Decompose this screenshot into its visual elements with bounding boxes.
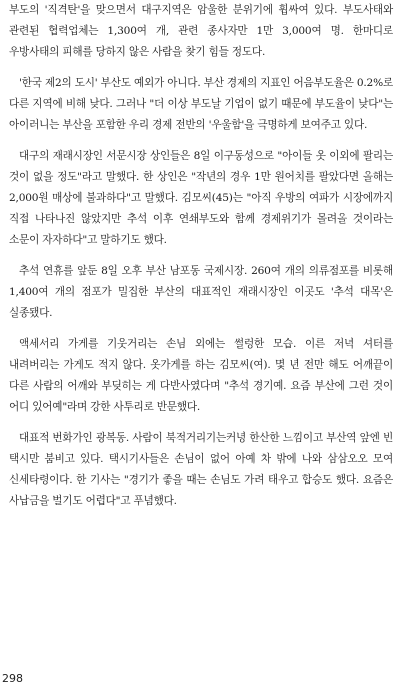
page-number: 298 <box>2 672 23 685</box>
paragraph-1: 부도의 '직격탄'을 맞으면서 대구지역은 암울한 분위기에 휩싸여 있다. 부도사태와 관련된 협력업체는 1,300여 개, 관련 종사자만 1만 3,000여 명. 한마디로 우방사태의 피해를 당하지 않은 사람을 찾기 힘들 정도다. <box>9 4 393 58</box>
paragraph-2: '한국 제2의 도시' 부산도 예외가 아니다. 부산 경제의 지표인 어음부도율은 0.2%로 다른 지역에 비해 낮다. 그러나 "더 이상 부도날 기업이 없기 때문에 부도율이 낮다"는 아이러니는 부산을 포함한 우리 경제 전반의 '우울함'을 극명하게 보여주고 있다. <box>9 77 393 131</box>
paragraph-6: 대표적 번화가인 광복동. 사람이 북적거리기는커녕 한산한 느낌이고 부산역 앞엔 빈 택시만 붐비고 있다. 택시기사들은 손님이 없어 아예 차 밖에 나와 삼삼오오 모여 신세타령이다. 한 기사는 "경기가 좋을 때는 손님도 가려 태우고 합승도 했다. 요즘은 사납금을 벌기도 어렵다"고 푸념했다. <box>9 432 393 507</box>
body-text <box>9 0 393 522</box>
paragraph-4: 추석 연휴를 앞둔 8일 오후 부산 남포동 국제시장. 260여 개의 의류점포를 비롯해 1,400여 개의 점포가 밀집한 부산의 대표적인 재래시장인 이곳도 '추석 대목'은 실종됐다. <box>9 265 393 319</box>
paragraph-3: 대구의 재래시장인 서문시장 상인들은 8일 이구동성으로 "아이들 옷 이외에 팔리는 것이 없을 정도"라고 말했다. 한 상인은 "작년의 경우 1만 원어치를 팔았다면 올해는 2,000원 매상에 불과하다"고 말했다. 김모씨(45)는 "아직 우방의 여파가 시장에까지 직접 나타나진 않았지만 추석 이후 연쇄부도와 함께 경제위기가 몰려올 것이라는 소문이 자자하다"고 말하기도 했다. <box>9 150 393 246</box>
paragraph-5: 액세서리 가게를 기웃거리는 손님 외에는 썰렁한 모습. 이른 저녁 셔터를 내려버리는 가게도 적지 않다. 옷가게를 하는 김모씨(여). 몇 년 전만 해도 어깨끝이 다른 사람의 어깨와 부딪히는 게 다반사였다며 "추석 경기예. 요즘 부산에 그런 것이 어디 있어예"라며 강한 사투리로 반문했다. <box>9 338 393 413</box>
